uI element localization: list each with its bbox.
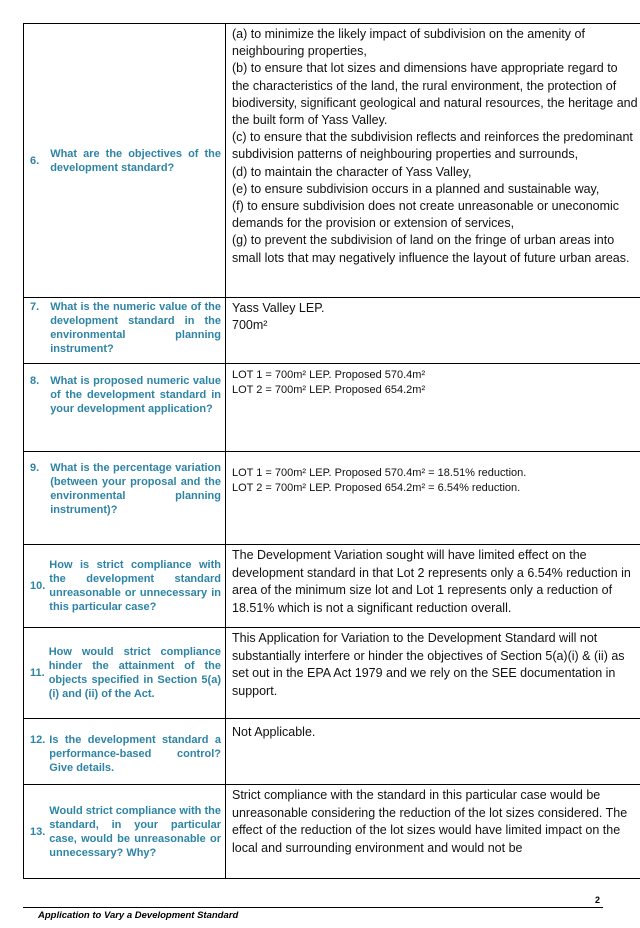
question-text: Would strict compliance with the standard, in your particular case, would be unreasonable or unnecessary? Why? xyxy=(49,804,221,859)
footer-divider xyxy=(23,907,603,908)
objective-f: (f) to ensure subdivision does not create unreasonable or uneconomic demands for the provision or extension of services, xyxy=(232,199,620,231)
question-number: 13. xyxy=(30,825,46,838)
question-number: 9. xyxy=(30,462,40,474)
table-row xyxy=(24,545,640,628)
question-cell xyxy=(24,545,226,628)
objective-b: (b) to ensure that lot sizes and dimensions have appropriate regard to the characteristics of the land, the rural environment, the protection of biodiversity, significant geological and natural resources, the heritage and the built form of Yass Valley. xyxy=(232,61,638,128)
table-row xyxy=(24,298,640,364)
question-text: Is the development standard a performance-based control? Give details. xyxy=(49,734,221,774)
question-number: 6. xyxy=(30,154,40,167)
answer-text xyxy=(226,298,640,334)
objective-d: (d) to maintain the character of Yass Valley, xyxy=(232,164,472,179)
objective-e: (e) to ensure subdivision occurs in a planned and sustainable way, xyxy=(232,181,600,196)
variation-form-table xyxy=(23,23,640,879)
answer-cell xyxy=(226,545,640,628)
question-cell xyxy=(24,298,226,364)
answer-line: LOT 1 = 700m² LEP. Proposed 570.4m² = 18.51% reduction. xyxy=(232,467,527,479)
question-cell xyxy=(24,628,226,719)
objective-a: (a) to minimize the likely impact of subdivision on the amenity of neighbouring properties, xyxy=(232,27,585,59)
answer-line: LOT 2 = 700m² LEP. Proposed 654.2m² = 6.54% reduction. xyxy=(232,482,521,494)
answer-line: Yass Valley LEP. xyxy=(232,301,325,315)
question-text: How would strict compliance hinder the attainment of the objects specified in Section 5(a)(i) and (ii) of the Act. xyxy=(48,646,221,700)
question-cell xyxy=(24,364,226,452)
answer-text xyxy=(226,24,640,267)
answer-cell xyxy=(226,785,640,879)
answer-line: 700m² xyxy=(232,318,268,333)
answer-cell xyxy=(226,452,640,545)
answer-line: LOT 1 = 700m² LEP. Proposed 570.4m² xyxy=(232,369,426,381)
answer-text xyxy=(226,452,640,496)
footer-title: Application to Vary a Development Standard xyxy=(38,910,239,921)
question-cell xyxy=(24,24,226,298)
question-number: 8. xyxy=(30,375,40,387)
question-text: What is the numeric value of the development standard in the environmental planning instrument? xyxy=(50,301,221,355)
answer-text: The Development Variation sought will have limited effect on the development standard in that Lot 2 represents only a 6.54% reduction in area of the minimum size lot and Lot 1 represents only a reduction of 18.51% which is not a significant reduction overall. xyxy=(232,548,631,615)
answer-line: LOT 2 = 700m² LEP. Proposed 654.2m² xyxy=(232,384,426,396)
question-cell xyxy=(24,452,226,545)
answer-cell xyxy=(226,364,640,452)
table-row xyxy=(24,628,640,719)
answer-cell xyxy=(226,24,640,298)
table-row xyxy=(24,24,640,298)
answer-cell xyxy=(226,298,640,364)
question-cell xyxy=(24,719,226,785)
answer-text xyxy=(226,364,640,398)
question-number: 11. xyxy=(30,667,45,679)
answer-text: This Application for Variation to the Development Standard will not substantially interfere or hinder the objectives of Section 5(a)(i) & (ii) as set out in the EPA Act 1979 and we rely on the SEE documentation in support. xyxy=(232,631,625,698)
question-text: What are the objectives of the development standard? xyxy=(50,147,221,174)
table-row xyxy=(24,785,640,879)
answer-text: Not Applicable. xyxy=(232,725,316,739)
answer-cell xyxy=(226,628,640,719)
page-number: 2 xyxy=(594,895,600,905)
table-row xyxy=(24,364,640,452)
question-number: 7. xyxy=(30,301,40,313)
table-row xyxy=(24,452,640,545)
table-row xyxy=(24,719,640,785)
question-number: 12. xyxy=(30,734,46,746)
question-number: 10. xyxy=(30,580,46,592)
question-text: What is proposed numeric value of the development standard in your development application? xyxy=(50,375,221,415)
objective-c: (c) to ensure that the subdivision reflects and reinforces the predominant subdivision patterns of neighbouring properties and surrounds, xyxy=(232,130,633,162)
answer-text: Strict compliance with the standard in this particular case would be unreasonable considering the reduction of the lot sizes considered. The effect of the reduction of the lot sizes would have limited impact on the local and surrounding environment and would not be xyxy=(232,788,628,855)
question-cell xyxy=(24,785,226,879)
question-text: What is the percentage variation (between your proposal and the environmental planning instrument)? xyxy=(50,462,221,516)
answer-cell xyxy=(226,719,640,785)
objective-g: (g) to prevent the subdivision of land on the fringe of urban areas into small lots that may negatively influence the layout of future urban areas. xyxy=(232,233,630,265)
question-text: How is strict compliance with the development standard unreasonable or unnecessary in this particular case? xyxy=(49,559,221,613)
